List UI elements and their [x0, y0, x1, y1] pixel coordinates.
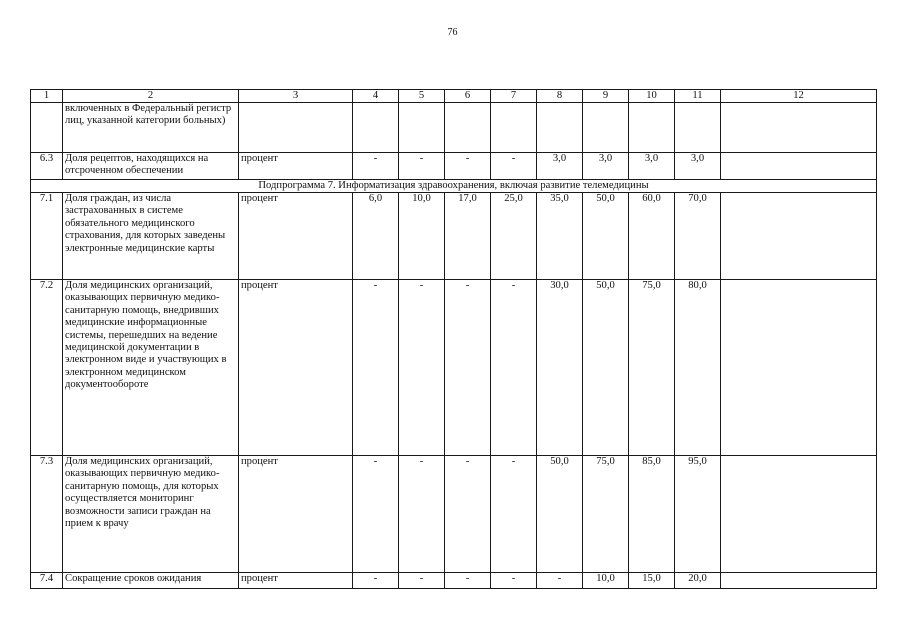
- value-cell: 75,0: [629, 280, 675, 456]
- note-cell: [721, 280, 877, 456]
- value-cell: -: [491, 153, 537, 180]
- note-cell: [721, 193, 877, 280]
- value-cell: 10,0: [399, 193, 445, 280]
- table-row: [31, 456, 877, 573]
- value-cell: 30,0: [537, 280, 583, 456]
- column-header: 3: [239, 90, 353, 103]
- indicator-name: Доля медицинских организаций, оказывающих первичную медико-санитарную помощь, внедривших медицинские информационные системы, перешедших на ведение медицинской документации в электронном виде и участвующих в электронном медицинском документообороте: [63, 280, 239, 456]
- value-cell: 3,0: [675, 153, 721, 180]
- table-row: [31, 573, 877, 589]
- value-cell: -: [491, 280, 537, 456]
- row-number: 7.1: [31, 193, 63, 280]
- value-cell: 60,0: [629, 193, 675, 280]
- value-cell: 25,0: [491, 193, 537, 280]
- unit-cell: процент: [239, 573, 353, 589]
- row-number: 7.4: [31, 573, 63, 589]
- column-header: 7: [491, 90, 537, 103]
- column-header: 8: [537, 90, 583, 103]
- row-number: 6.3: [31, 153, 63, 180]
- value-cell: 95,0: [675, 456, 721, 573]
- value-cell: -: [445, 573, 491, 589]
- value-cell: [399, 103, 445, 153]
- row-number: 7.2: [31, 280, 63, 456]
- indicator-name: включенных в Федеральный регистр лиц, указанной категории больных): [63, 103, 239, 153]
- unit-cell: процент: [239, 193, 353, 280]
- value-cell: -: [353, 280, 399, 456]
- value-cell: -: [353, 573, 399, 589]
- note-cell: [721, 153, 877, 180]
- value-cell: 6,0: [353, 193, 399, 280]
- value-cell: 75,0: [583, 456, 629, 573]
- subprogram-row: [31, 180, 877, 193]
- indicators-table: [30, 89, 877, 589]
- column-header: 1: [31, 90, 63, 103]
- unit-cell: процент: [239, 456, 353, 573]
- value-cell: -: [353, 456, 399, 573]
- value-cell: -: [399, 456, 445, 573]
- indicator-name: Доля граждан, из числа застрахованных в системе обязательного медицинского страхования, для которых заведены электронные медицинские карты: [63, 193, 239, 280]
- note-cell: [721, 573, 877, 589]
- table-header-row: [31, 90, 877, 103]
- note-cell: [721, 103, 877, 153]
- value-cell: -: [399, 280, 445, 456]
- value-cell: 35,0: [537, 193, 583, 280]
- table-row: [31, 153, 877, 180]
- value-cell: 3,0: [629, 153, 675, 180]
- value-cell: -: [399, 573, 445, 589]
- row-number: [31, 103, 63, 153]
- column-header: 6: [445, 90, 491, 103]
- row-number: 7.3: [31, 456, 63, 573]
- value-cell: [583, 103, 629, 153]
- unit-cell: процент: [239, 280, 353, 456]
- value-cell: -: [353, 153, 399, 180]
- unit-cell: процент: [239, 153, 353, 180]
- value-cell: [675, 103, 721, 153]
- value-cell: -: [537, 573, 583, 589]
- table-row: [31, 103, 877, 153]
- value-cell: 85,0: [629, 456, 675, 573]
- column-header: 4: [353, 90, 399, 103]
- column-header: 11: [675, 90, 721, 103]
- value-cell: 3,0: [537, 153, 583, 180]
- value-cell: 17,0: [445, 193, 491, 280]
- subprogram-title: Подпрограмма 7. Информатизация здравоохранения, включая развитие телемедицины: [31, 180, 877, 193]
- value-cell: 50,0: [537, 456, 583, 573]
- column-header: 10: [629, 90, 675, 103]
- value-cell: -: [445, 456, 491, 573]
- column-header: 2: [63, 90, 239, 103]
- unit-cell: [239, 103, 353, 153]
- value-cell: 20,0: [675, 573, 721, 589]
- value-cell: 70,0: [675, 193, 721, 280]
- value-cell: 3,0: [583, 153, 629, 180]
- value-cell: [491, 103, 537, 153]
- value-cell: -: [491, 573, 537, 589]
- value-cell: -: [445, 153, 491, 180]
- value-cell: -: [491, 456, 537, 573]
- value-cell: [537, 103, 583, 153]
- value-cell: [353, 103, 399, 153]
- value-cell: -: [399, 153, 445, 180]
- value-cell: 80,0: [675, 280, 721, 456]
- column-header: 9: [583, 90, 629, 103]
- table-row: [31, 280, 877, 456]
- page-number: 76: [447, 27, 458, 38]
- note-cell: [721, 456, 877, 573]
- indicator-name: Сокращение сроков ожидания: [63, 573, 239, 589]
- column-header: 5: [399, 90, 445, 103]
- value-cell: 50,0: [583, 280, 629, 456]
- value-cell: [445, 103, 491, 153]
- value-cell: 10,0: [583, 573, 629, 589]
- value-cell: 50,0: [583, 193, 629, 280]
- column-header: 12: [721, 90, 877, 103]
- table-row: [31, 193, 877, 280]
- value-cell: 15,0: [629, 573, 675, 589]
- value-cell: [629, 103, 675, 153]
- indicator-name: Доля рецептов, находящихся на отсроченном обеспечении: [63, 153, 239, 180]
- value-cell: -: [445, 280, 491, 456]
- indicator-name: Доля медицинских организаций, оказывающих первичную медико-санитарную помощь, для которых осуществляется мониторинг возможности записи граждан на прием к врачу: [63, 456, 239, 573]
